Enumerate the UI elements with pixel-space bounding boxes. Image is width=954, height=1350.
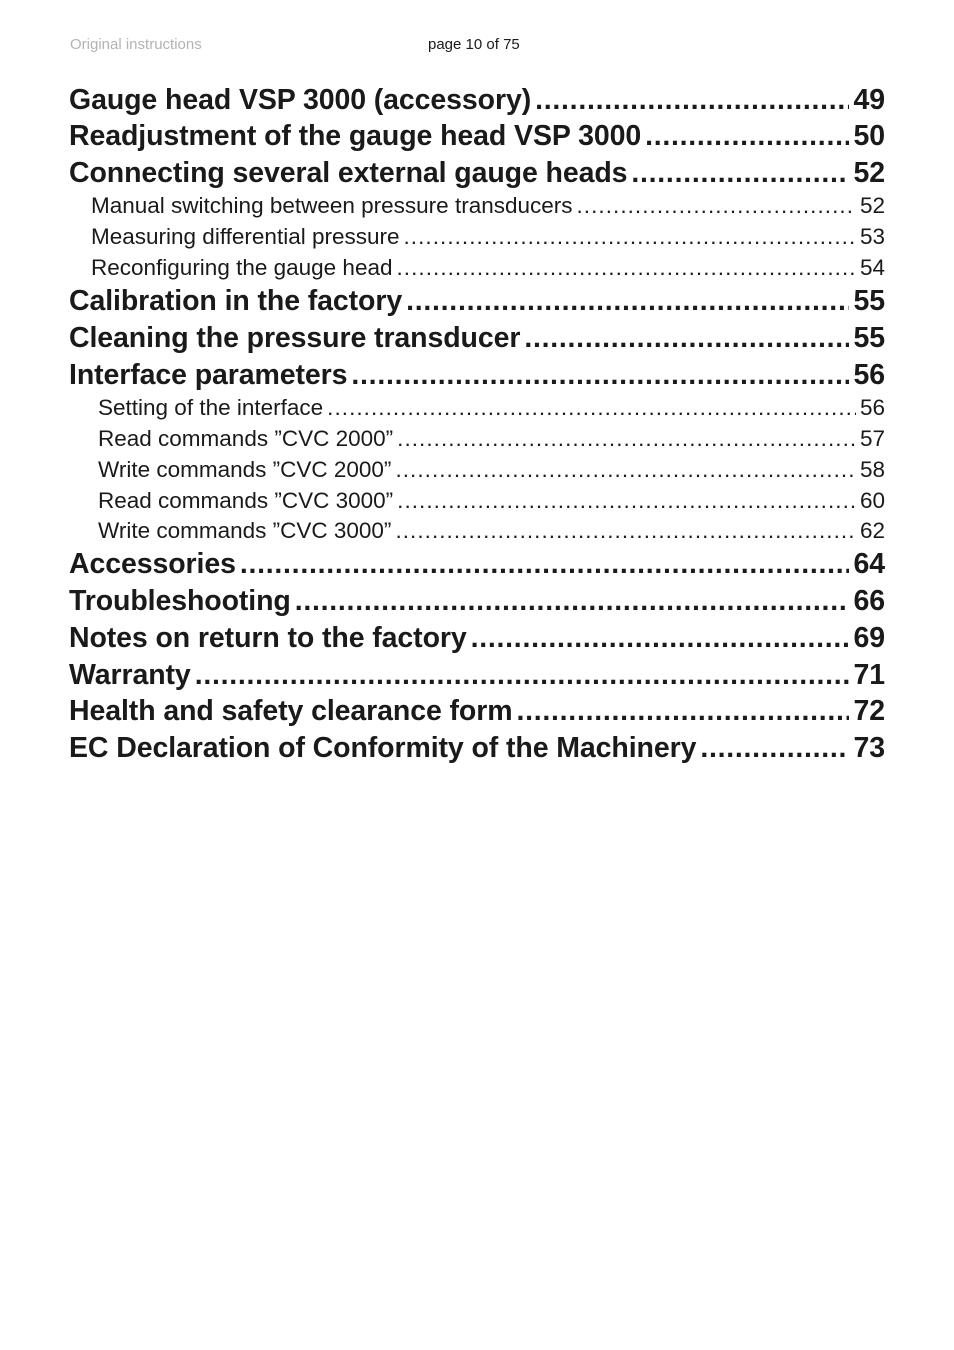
toc-subentry[interactable] — [98, 457, 885, 487]
toc-entry-page: 55 — [853, 285, 885, 317]
toc-subentry[interactable] — [91, 193, 885, 223]
toc-entry-title: Cleaning the pressure transducer — [69, 322, 521, 354]
toc-entry-page: 73 — [853, 732, 885, 764]
toc-dot-leader — [471, 622, 850, 655]
toc-entry-title: Manual switching between pressure transducers — [91, 193, 573, 218]
toc-entry-page: 71 — [853, 659, 885, 691]
toc-dot-leader — [240, 548, 850, 581]
toc-entry[interactable] — [69, 157, 885, 193]
page-number-label: page 10 of 75 — [428, 36, 520, 53]
toc-dot-leader — [645, 120, 849, 153]
toc-subentry[interactable] — [98, 426, 885, 456]
toc-subentry[interactable] — [98, 395, 885, 425]
toc-entry-page: 57 — [859, 426, 885, 451]
document-header-label: Original instructions — [70, 36, 202, 53]
toc-entry[interactable] — [69, 548, 885, 584]
toc-entry-page: 58 — [859, 457, 885, 482]
toc-entry-page: 56 — [853, 359, 885, 391]
toc-entry-title: Accessories — [69, 548, 236, 580]
toc-entry[interactable] — [69, 659, 885, 695]
toc-dot-leader — [700, 732, 849, 765]
toc-dot-leader — [395, 457, 856, 483]
toc-entry-page: 69 — [853, 622, 885, 654]
toc-entry-page: 52 — [859, 193, 885, 218]
toc-entry-title: Readjustment of the gauge head VSP 3000 — [69, 120, 642, 152]
toc-dot-leader — [397, 426, 856, 452]
toc-entry-title: Troubleshooting — [69, 585, 291, 617]
toc-entry-title: Interface parameters — [69, 359, 348, 391]
toc-entry-title: Measuring differential pressure — [91, 224, 400, 249]
toc-entry-title: Reconfiguring the gauge head — [91, 255, 393, 280]
toc-entry-page: 62 — [859, 518, 885, 543]
toc-entry-title: Calibration in the factory — [69, 285, 403, 317]
toc-entry-title: Notes on return to the factory — [69, 622, 467, 654]
toc-entry[interactable] — [69, 695, 885, 731]
toc-entry-title: Write commands ”CVC 3000” — [98, 518, 392, 543]
toc-entry-page: 50 — [853, 120, 885, 152]
toc-dot-leader — [397, 255, 856, 281]
toc-dot-leader — [404, 224, 856, 250]
toc-dot-leader — [395, 518, 856, 544]
toc-dot-leader — [535, 84, 849, 117]
toc-entry[interactable] — [69, 285, 885, 321]
toc-entry-page: 55 — [853, 322, 885, 354]
toc-dot-leader — [516, 695, 849, 728]
toc-dot-leader — [631, 157, 849, 190]
toc-dot-leader — [577, 193, 856, 219]
toc-dot-leader — [406, 285, 849, 318]
toc-entry[interactable] — [69, 359, 885, 395]
toc-dot-leader — [351, 359, 849, 392]
toc-entry-page: 60 — [859, 488, 885, 513]
toc-dot-leader — [295, 585, 850, 618]
toc-entry-title: Connecting several external gauge heads — [69, 157, 628, 189]
toc-entry-title: Gauge head VSP 3000 (accessory) — [69, 84, 532, 116]
toc-dot-leader — [327, 395, 856, 421]
toc-entry-page: 49 — [853, 84, 885, 116]
toc-entry-page: 64 — [853, 548, 885, 580]
toc-entry-title: Write commands ”CVC 2000” — [98, 457, 392, 482]
toc-entry[interactable] — [69, 84, 885, 120]
toc-entry-title: Warranty — [69, 659, 191, 691]
toc-entry-title: Setting of the interface — [98, 395, 324, 420]
toc-entry[interactable] — [69, 120, 885, 156]
toc-subentry[interactable] — [98, 488, 885, 518]
toc-entry-page: 72 — [853, 695, 885, 727]
toc-subentry[interactable] — [98, 518, 885, 548]
toc-dot-leader — [397, 488, 856, 514]
toc-dot-leader — [195, 659, 850, 692]
toc-entry-title: Health and safety clearance form — [69, 695, 513, 727]
toc-entry[interactable] — [69, 585, 885, 621]
toc-entry-title: EC Declaration of Conformity of the Machinery — [69, 732, 697, 764]
toc-entry-page: 53 — [859, 224, 885, 249]
toc-entry[interactable] — [69, 732, 885, 768]
toc-entry-page: 54 — [859, 255, 885, 280]
toc-entry[interactable] — [69, 622, 885, 658]
toc-entry[interactable] — [69, 322, 885, 358]
toc-entry-page: 66 — [853, 585, 885, 617]
toc-entry-page: 56 — [859, 395, 885, 420]
toc-entry-title: Read commands ”CVC 2000” — [98, 426, 394, 451]
toc-subentry[interactable] — [91, 224, 885, 254]
toc-entry-page: 52 — [853, 157, 885, 189]
toc-subentry[interactable] — [91, 255, 885, 285]
toc-entry-title: Read commands ”CVC 3000” — [98, 488, 394, 513]
toc-dot-leader — [524, 322, 849, 355]
